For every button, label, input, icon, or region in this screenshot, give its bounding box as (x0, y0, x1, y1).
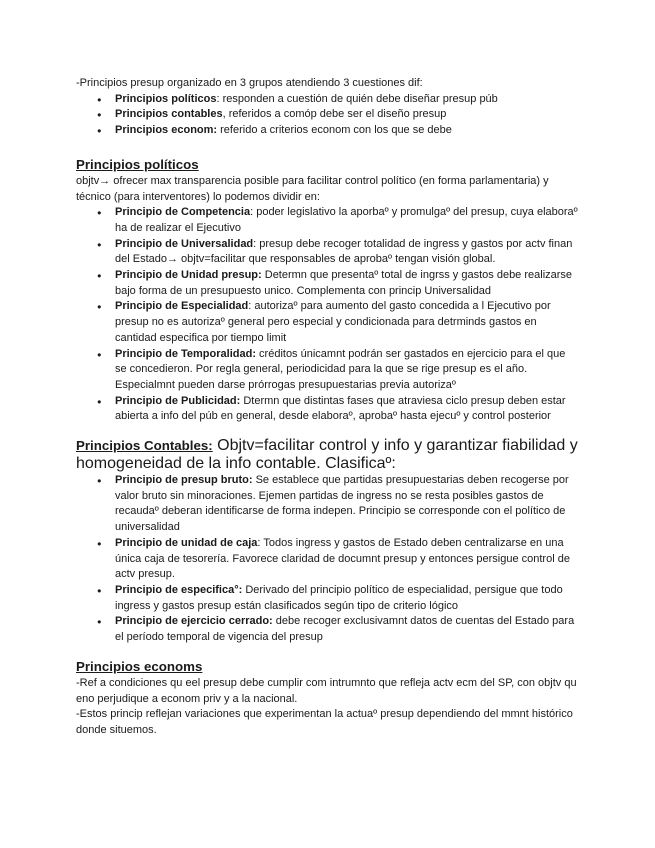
contables-list (76, 473, 580, 646)
item-text: , referidos a comóp debe ser el diseño presup (222, 108, 447, 121)
item-text: debe recoger exclusivamnt datos de cuentas del Estado para el período temporal de vigencia del presup (115, 615, 575, 644)
item-term: Principios econom: (115, 124, 218, 137)
item-term: Principio de Competencia (115, 206, 251, 219)
item-term: Principio de ejercicio cerrado: (115, 615, 273, 628)
list-item (115, 536, 580, 583)
list-item (115, 268, 580, 299)
politicos-heading-block (76, 156, 580, 174)
list-item (115, 583, 580, 614)
list-item (115, 347, 580, 394)
item-text: : presup debe recoger totalidad de ingress y gastos por actv finan del Estado→ objtv=facilitar que responsables de aprobaº tengan visión global. (115, 237, 573, 266)
item-text: : Todos ingress y gastos de Estado deben centralizarse en una única caja de tesorería. Favorece claridad de documnt presup y entonces persigue control de actv presup. (115, 536, 570, 581)
list-item (115, 123, 580, 139)
politicos-intro: objtv→ ofrecer max transparencia posible para facilitar control político (en forma parlamentaria) y técnico (para interventores) lo podemos dividir en: (76, 174, 549, 203)
economs-paragraph-1: -Ref a condiciones qu eel presup debe cumplir com intrumnto que refleja actv ecm del SP, con objtv qu eno perjudique a econom priv y a la nacional. (76, 676, 577, 705)
item-term: Principio de Universalidad (115, 237, 254, 250)
item-text: : poder legislativo la aporbaº y promulgaº del presup, cuya elaboraº ha de realizar el Ejecutivo (115, 206, 578, 234)
item-text: Se establece que partidas presupuestarias deben recogerse por valor bruto sin minoraciones. Ejemen partidas de ingress no se resta posibles gastos de recaudaº deberan identificarse de forma indepen. Principio se corresponde con el político de universalidad (115, 474, 569, 534)
item-text: : autorizaº para aumento del gasto concedida a l Ejecutivo por presup no es autorizaº general pero especial y condicionada para detrminds gastos en cantidad especifica por tiempo limit (115, 300, 551, 344)
contables-intro: Objtv=facilitar control y info y garantizar fiabilidad y homogeneidad de la info contable. Clasificaº: (76, 437, 578, 473)
intro-paragraph: -Principios presup organizado en 3 grupos atendiendo 3 cuestiones dif: (76, 77, 423, 89)
item-text: Determn que presentaº total de ingrss y gastos debe realizarse bajo forma de un presupuesto unico. Complementa con princip Universalidad (115, 269, 573, 297)
list-item (115, 614, 580, 645)
politicos-heading: Principios políticos (76, 156, 199, 172)
economs-paragraph-2: -Estos princip reflejan variaciones que experimentan la actuaº presup dependiendo del mmnt histórico donde situemos. (76, 708, 573, 736)
list-item (115, 107, 580, 123)
list-item (115, 473, 580, 536)
item-term: Principio de unidad de caja (115, 536, 258, 549)
item-term: Principio de Temporalidad: (115, 347, 256, 360)
item-text: Derivado del principio político de especialidad, persigue que todo ingress y gastos presup están clasificados según tipo de criterio lógico (115, 583, 563, 612)
item-term: Principios contables (115, 108, 223, 121)
item-text: Dtermn que distintas fases que atraviesa ciclo presup deben estar abierta a info del púb en general, desde elaboraº, aprobaº hasta ejecuº y control posterior (115, 394, 566, 423)
list-item (115, 205, 580, 236)
item-term: Principio de Especialidad (115, 300, 249, 313)
item-term: Principio de Unidad presup: (115, 269, 262, 282)
item-term: Principio de Publicidad: (115, 394, 241, 407)
document-page (76, 76, 580, 739)
list-item (115, 394, 580, 425)
item-text: créditos únicamnt podrán ser gastados en ejercicio para el que se concedieron. Por regla general, periodicidad para la que se rige presup es el año. Especialmnt pueden darse prórrogas presupuestarias previa autorizaº (115, 347, 566, 391)
item-text: referido a criterios econom con los que se debe (217, 124, 452, 137)
item-term: Principios políticos (115, 92, 217, 105)
list-item (115, 92, 580, 108)
politicos-list (76, 205, 580, 425)
economs-heading: Principios economs (76, 658, 203, 674)
contables-heading: Principios Contables: (76, 438, 213, 454)
intro-list (76, 92, 580, 139)
item-term: Principio de presup bruto: (115, 474, 253, 487)
list-item (115, 299, 580, 346)
list-item (115, 237, 580, 268)
economs-heading-block (76, 658, 580, 676)
item-term: Principio de especifica°: (115, 583, 243, 596)
item-text: : responden a cuestión de quién debe diseñar presup púb (216, 92, 498, 105)
